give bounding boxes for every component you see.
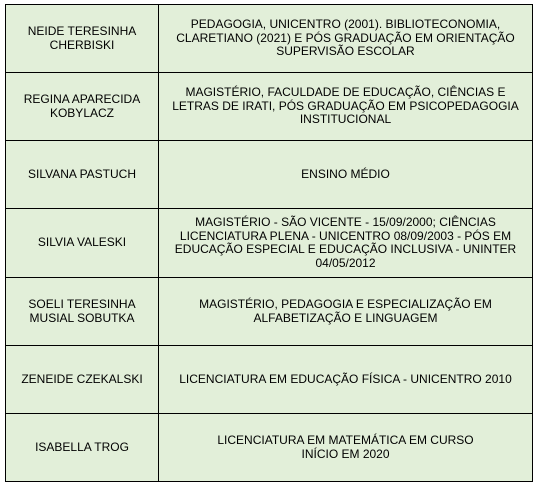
staff-name-cell [6, 141, 159, 209]
staff-education: ENSINO MÉDIO [301, 166, 390, 181]
staff-education-cell [159, 5, 533, 73]
staff-education: MAGISTÉRIO, PEDAGOGIA E ESPECIALIZAÇÃO EM ALFABETIZAÇÃO E LINGUAGEM [199, 297, 492, 325]
staff-name: ZENEIDE CZEKALSKI [21, 371, 143, 386]
staff-name: SOELI TERESINHA MUSIAL SOBUTKA [28, 297, 136, 325]
staff-name: SILVANA PASTUCH [27, 166, 137, 181]
staff-education: LICENCIATURA EM EDUCAÇÃO FÍSICA - UNICENTRO 2010 [179, 371, 512, 386]
staff-name-cell [6, 414, 159, 482]
staff-education-cell [159, 414, 533, 482]
staff-education: MAGISTÉRIO, FACULDADE DE EDUCAÇÃO, CIÊNCIAS E LETRAS DE IRATI, PÓS GRADUAÇÃO EM PSICOPEDAGOGIA INSTITUCIONAL [172, 85, 519, 127]
staff-name: REGINA APARECIDA KOBYLACZ [23, 92, 141, 120]
staff-education-cell [159, 73, 533, 141]
table-row [6, 73, 533, 141]
table-row [6, 414, 533, 482]
staff-education-cell [159, 209, 533, 278]
staff-name-cell [6, 346, 159, 414]
staff-education-cell [159, 278, 533, 346]
staff-education: MAGISTÉRIO - SÃO VICENTE - 15/09/2000; CIÊNCIAS LICENCIATURA PLENA - UNICENTRO 08/09/2003 - PÓS EM EDUCAÇÃO ESPECIAL E EDUCAÇÃO INCLUSIVA - UNINTER 04/05/2012 [174, 215, 517, 270]
table-row [6, 278, 533, 346]
staff-name: SILVIA VALESKI [37, 235, 127, 250]
staff-name: ISABELLA TROG [35, 439, 129, 454]
staff-education-cell [159, 346, 533, 414]
staff-name-cell [6, 5, 159, 73]
staff-education: PEDAGOGIA, UNICENTRO (2001). BIBLIOTECONOMIA, CLARETIANO (2021) E PÓS GRADUAÇÃO EM ORIENTAÇÃO SUPERVISÃO ESCOLAR [176, 17, 515, 59]
table-row [6, 209, 533, 278]
staff-education: LICENCIATURA EM MATEMÁTICA EM CURSO INÍCIO EM 2020 [217, 433, 474, 461]
staff-name-cell [6, 278, 159, 346]
staff-name-cell [6, 209, 159, 278]
staff-education-cell [159, 141, 533, 209]
table-row [6, 5, 533, 73]
staff-table [5, 4, 533, 482]
staff-name: NEIDE TERESINHA CHERBISKI [27, 24, 137, 52]
table-row [6, 141, 533, 209]
staff-name-cell [6, 73, 159, 141]
table-row [6, 346, 533, 414]
